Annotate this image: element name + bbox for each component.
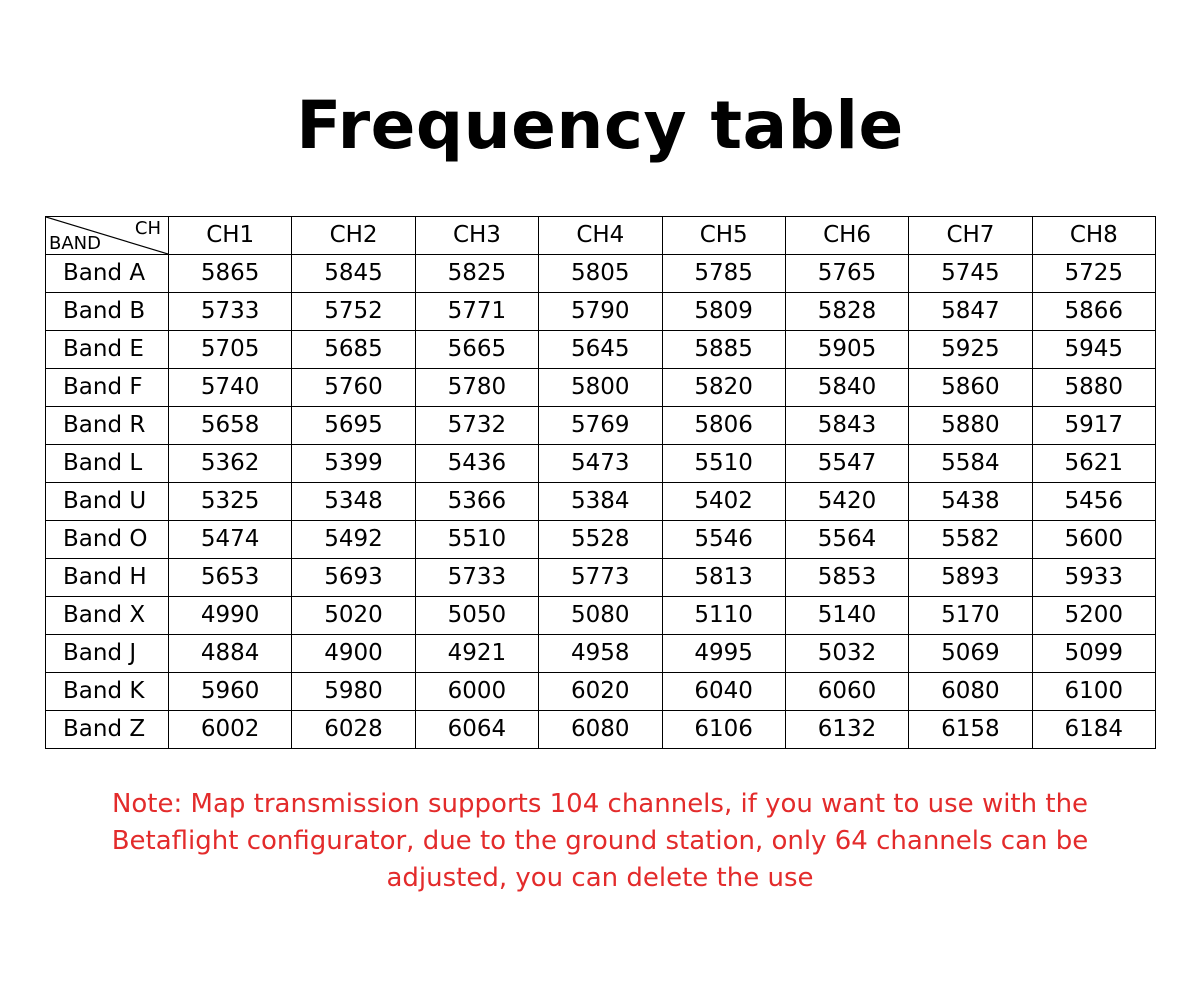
frequency-cell: 5893	[909, 559, 1032, 597]
table-row	[46, 483, 1156, 521]
frequency-cell: 6132	[785, 711, 908, 749]
frequency-cell: 5980	[292, 673, 415, 711]
frequency-cell: 5945	[1032, 331, 1155, 369]
frequency-cell: 5847	[909, 293, 1032, 331]
note-line-1: Note: Map transmission supports 104 channels, if you want to use with the	[111, 789, 1089, 819]
frequency-cell: 5885	[662, 331, 785, 369]
frequency-table	[45, 216, 1156, 749]
frequency-cell: 5582	[909, 521, 1032, 559]
frequency-cell: 5510	[415, 521, 538, 559]
frequency-cell: 5865	[169, 255, 292, 293]
frequency-cell: 5805	[539, 255, 662, 293]
frequency-cell: 5809	[662, 293, 785, 331]
column-header-ch3: CH3	[415, 217, 538, 255]
frequency-cell: 5740	[169, 369, 292, 407]
band-label-cell: Band A	[46, 255, 169, 293]
frequency-cell: 5348	[292, 483, 415, 521]
band-label-cell: Band B	[46, 293, 169, 331]
frequency-cell: 6080	[539, 711, 662, 749]
frequency-cell: 5733	[415, 559, 538, 597]
band-label-cell: Band J	[46, 635, 169, 673]
frequency-cell: 5645	[539, 331, 662, 369]
frequency-cell: 5492	[292, 521, 415, 559]
column-header-ch6: CH6	[785, 217, 908, 255]
frequency-cell: 5820	[662, 369, 785, 407]
note-line-3: adjusted, you can delete the use	[386, 863, 814, 893]
frequency-cell: 6028	[292, 711, 415, 749]
frequency-cell: 5813	[662, 559, 785, 597]
column-header-ch1: CH1	[169, 217, 292, 255]
frequency-cell: 5099	[1032, 635, 1155, 673]
frequency-cell: 5420	[785, 483, 908, 521]
frequency-cell: 6020	[539, 673, 662, 711]
frequency-cell: 5547	[785, 445, 908, 483]
header-row	[46, 217, 1156, 255]
frequency-cell: 5621	[1032, 445, 1155, 483]
table-row	[46, 331, 1156, 369]
frequency-cell: 5705	[169, 331, 292, 369]
frequency-cell: 5765	[785, 255, 908, 293]
frequency-cell: 5402	[662, 483, 785, 521]
column-header-ch4: CH4	[539, 217, 662, 255]
frequency-cell: 5866	[1032, 293, 1155, 331]
frequency-cell: 4900	[292, 635, 415, 673]
band-label-cell: Band H	[46, 559, 169, 597]
table-row	[46, 369, 1156, 407]
frequency-cell: 5528	[539, 521, 662, 559]
frequency-cell: 6080	[909, 673, 1032, 711]
frequency-cell: 6000	[415, 673, 538, 711]
frequency-cell: 5665	[415, 331, 538, 369]
page-title: Frequency table	[296, 87, 904, 164]
frequency-cell: 4958	[539, 635, 662, 673]
column-header-ch8: CH8	[1032, 217, 1155, 255]
frequency-cell: 5695	[292, 407, 415, 445]
corner-band-label: BAND	[49, 233, 101, 254]
frequency-cell: 5785	[662, 255, 785, 293]
frequency-cell: 5546	[662, 521, 785, 559]
band-label-cell: Band Z	[46, 711, 169, 749]
corner-ch-label: CH	[134, 218, 161, 239]
frequency-cell: 5032	[785, 635, 908, 673]
frequency-cell: 5050	[415, 597, 538, 635]
table-row	[46, 673, 1156, 711]
frequency-cell: 6184	[1032, 711, 1155, 749]
frequency-cell: 5474	[169, 521, 292, 559]
table-body	[46, 255, 1156, 749]
frequency-cell: 6040	[662, 673, 785, 711]
band-label-cell: Band F	[46, 369, 169, 407]
table-row	[46, 597, 1156, 635]
frequency-cell: 5745	[909, 255, 1032, 293]
frequency-cell: 5658	[169, 407, 292, 445]
frequency-cell: 5069	[909, 635, 1032, 673]
frequency-cell: 5769	[539, 407, 662, 445]
frequency-cell: 5685	[292, 331, 415, 369]
frequency-cell: 5773	[539, 559, 662, 597]
frequency-cell: 6064	[415, 711, 538, 749]
frequency-cell: 4990	[169, 597, 292, 635]
frequency-cell: 5917	[1032, 407, 1155, 445]
frequency-cell: 5860	[909, 369, 1032, 407]
frequency-cell: 4995	[662, 635, 785, 673]
column-header-ch2: CH2	[292, 217, 415, 255]
table-row	[46, 255, 1156, 293]
band-label-cell: Band O	[46, 521, 169, 559]
band-label-cell: Band L	[46, 445, 169, 483]
band-label-cell: Band K	[46, 673, 169, 711]
frequency-cell: 5366	[415, 483, 538, 521]
band-label-cell: Band U	[46, 483, 169, 521]
table-row	[46, 711, 1156, 749]
frequency-cell: 5771	[415, 293, 538, 331]
frequency-cell: 6106	[662, 711, 785, 749]
frequency-cell: 6002	[169, 711, 292, 749]
frequency-cell: 5840	[785, 369, 908, 407]
frequency-cell: 6158	[909, 711, 1032, 749]
frequency-cell: 5584	[909, 445, 1032, 483]
frequency-cell: 5880	[1032, 369, 1155, 407]
frequency-cell: 5693	[292, 559, 415, 597]
frequency-cell: 6060	[785, 673, 908, 711]
band-label-cell: Band E	[46, 331, 169, 369]
frequency-cell: 5780	[415, 369, 538, 407]
table-row	[46, 559, 1156, 597]
note-line-2: Betaflight configurator, due to the ground station, only 64 channels can be	[111, 826, 1089, 856]
frequency-cell: 5925	[909, 331, 1032, 369]
table-row	[46, 293, 1156, 331]
corner-header-cell	[46, 217, 169, 255]
frequency-cell: 5653	[169, 559, 292, 597]
frequency-cell: 5905	[785, 331, 908, 369]
frequency-cell: 5140	[785, 597, 908, 635]
column-header-ch7: CH7	[909, 217, 1032, 255]
frequency-cell: 5725	[1032, 255, 1155, 293]
frequency-cell: 5825	[415, 255, 538, 293]
frequency-cell: 5806	[662, 407, 785, 445]
frequency-cell: 5020	[292, 597, 415, 635]
frequency-cell: 5933	[1032, 559, 1155, 597]
frequency-cell: 5362	[169, 445, 292, 483]
frequency-cell: 5843	[785, 407, 908, 445]
note-text	[100, 786, 1100, 897]
frequency-cell: 5828	[785, 293, 908, 331]
frequency-cell: 5325	[169, 483, 292, 521]
column-header-ch5: CH5	[662, 217, 785, 255]
frequency-cell: 5732	[415, 407, 538, 445]
frequency-cell: 5752	[292, 293, 415, 331]
frequency-cell: 5880	[909, 407, 1032, 445]
frequency-cell: 5510	[662, 445, 785, 483]
frequency-cell: 5436	[415, 445, 538, 483]
table-row	[46, 635, 1156, 673]
table-row	[46, 521, 1156, 559]
frequency-cell: 5473	[539, 445, 662, 483]
band-label-cell: Band X	[46, 597, 169, 635]
frequency-cell: 5080	[539, 597, 662, 635]
frequency-cell: 5760	[292, 369, 415, 407]
frequency-cell: 5399	[292, 445, 415, 483]
frequency-cell: 5438	[909, 483, 1032, 521]
frequency-cell: 5600	[1032, 521, 1155, 559]
frequency-cell: 5564	[785, 521, 908, 559]
table-row	[46, 407, 1156, 445]
frequency-cell: 4921	[415, 635, 538, 673]
band-label-cell: Band R	[46, 407, 169, 445]
frequency-cell: 5790	[539, 293, 662, 331]
frequency-cell: 5110	[662, 597, 785, 635]
frequency-cell: 5456	[1032, 483, 1155, 521]
table-row	[46, 445, 1156, 483]
frequency-cell: 5170	[909, 597, 1032, 635]
frequency-cell: 5853	[785, 559, 908, 597]
frequency-cell: 5384	[539, 483, 662, 521]
frequency-cell: 5733	[169, 293, 292, 331]
frequency-cell: 6100	[1032, 673, 1155, 711]
frequency-cell: 4884	[169, 635, 292, 673]
frequency-cell: 5800	[539, 369, 662, 407]
frequency-cell: 5845	[292, 255, 415, 293]
frequency-cell: 5200	[1032, 597, 1155, 635]
frequency-cell: 5960	[169, 673, 292, 711]
